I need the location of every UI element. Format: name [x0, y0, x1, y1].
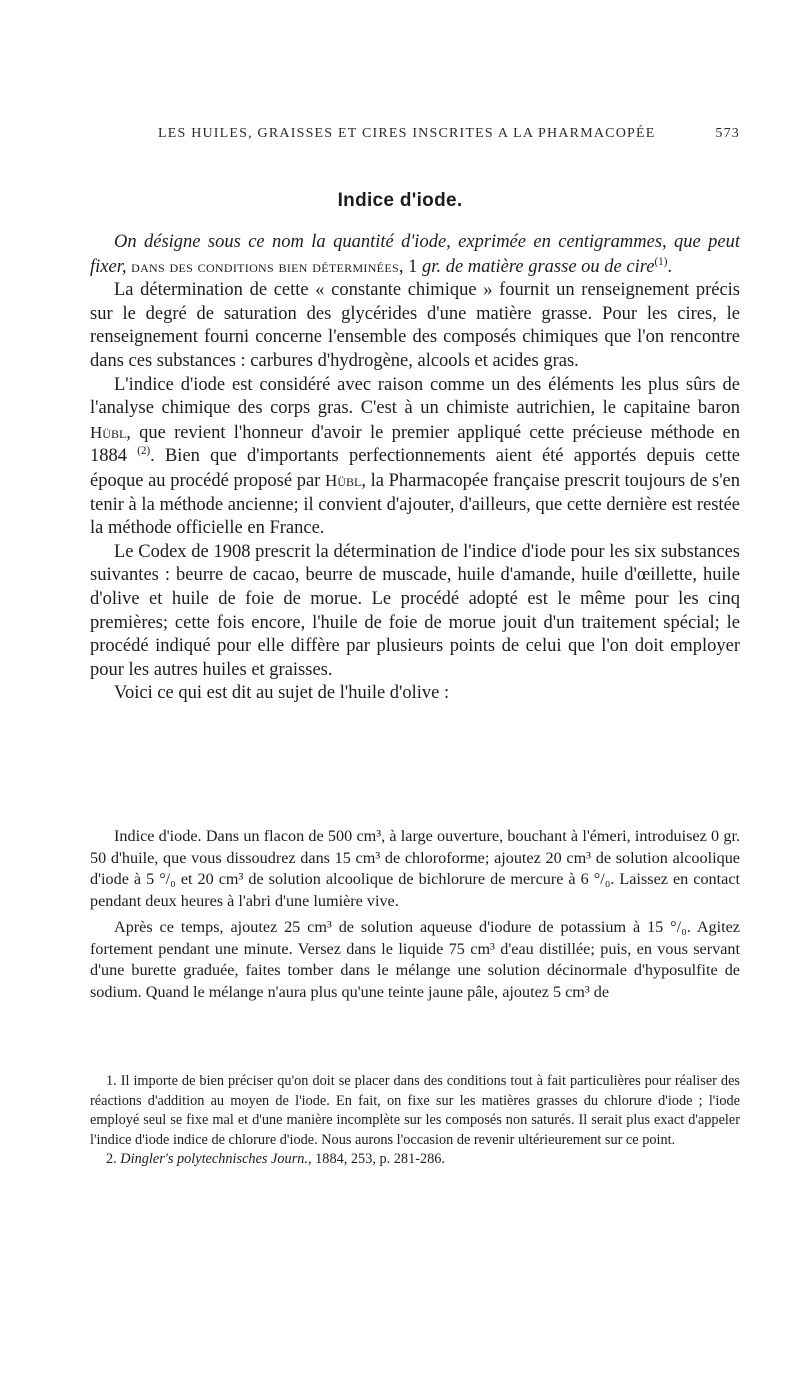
author-name: Hübl [325, 470, 362, 490]
running-head [158, 126, 740, 142]
paragraph-hubl [90, 374, 740, 541]
definition-subject: gr. de matière grasse ou de cire [422, 256, 655, 277]
footnote-1: 1. Il importe de bien préciser qu'on doit se placer dans des conditions tout à fait particulières pour réaliser des réactions d'addition au moyen de l'iode. En fait, on fixe sur les matières grasses du chlorure d'iode ; l'iode employé seul se fixe mal et d'une manière incomplète sur les composés non saturés. Il serait plus exact d'appeler l'indice d'iode indice de chlorure d'iode. Nous aurons l'occasion de revenir ultérieurement sur ce point. [90, 1073, 740, 1148]
quotation-paragraph: Après ce temps, ajoutez 25 cm³ de solution aqueuse d'iodure de potassium à 15 °/₀. Agitez fortement pendant une minute. Versez dans le liquide 75 cm³ d'eau distillée; puis, en vous servant d'une burette graduée, faites tomber dans le mélange une solution décinormale d'hyposulfite de sodium. Quand le mélange n'aura plus qu'une teinte jaune pâle, ajoutez 5 cm³ de [90, 918, 740, 1001]
footnotes [90, 1072, 740, 1170]
paragraph-constant: La détermination de cette « constante chimique » fournit un renseignement précis sur le degré de saturation des glycérides d'une matière grasse. Pour les cires, le renseignement fourni concerne l'ensemble des composés chimiques que l'on rencontre dans ces substances : carbures d'hydrogène, alcools et acides gras. [90, 280, 740, 371]
quotation-paragraph: Indice d'iode. Dans un flacon de 500 cm³, à large ouverture, bouchant à l'émeri, introduisez 0 gr. 50 d'huile, que vous dissoudrez dans 15 cm³ de chloroforme; ajoutez 20 cm³ de solution alcoolique d'iode à 5 °/₀ et 20 cm³ de solution alcoolique de bichlorure de mercure à 6 °/₀. Laissez en contact pendant deux heures à l'abri d'une lumière vive. [90, 827, 740, 910]
paragraph-olive-intro: Voici ce qui est dit au sujet de l'huile d'olive : [114, 683, 450, 704]
hubl-text-3: . Bien que d'importants perfectionnements aient été apportés depuis cette époque au procédé proposé par [90, 446, 740, 491]
definition-amount: , 1 [398, 256, 423, 277]
footnote-2-journal: Dingler's polytechnisches Journ. [120, 1151, 308, 1168]
running-head-title: LES HUILES, GRAISSES ET CIRES INSCRITES A LA PHARMACOPÉE [158, 126, 656, 141]
page-number: 573 [715, 126, 740, 141]
author-name: Hübl [90, 422, 127, 442]
main-text [90, 231, 740, 706]
definition-smallcaps: dans des conditions bien déterminées [131, 256, 399, 276]
hubl-text-4: , la Pharmacopée française prescrit toujours de s'en tenir à la méthode ancienne; il convient d'ajouter, d'ailleurs, que cette dernière est restée la méthode officielle en France. [90, 470, 740, 539]
hubl-text-2: , que revient l'honneur d'avoir le premier appliqué cette précieuse méthode en 1884 [90, 422, 740, 467]
footnote-ref-2: (2) [137, 445, 151, 458]
footnote-ref-1: (1) [654, 255, 668, 268]
definition-text: On désigne sous ce nom la quantité d'iode, exprimée en centigrammes, que peut fixer, [90, 232, 740, 277]
footnote-2-label: 2. [106, 1151, 121, 1168]
hubl-text-1: L'indice d'iode est considéré avec raison comme un des éléments les plus sûrs de l'analyse chimique des corps gras. C'est à un chimiste autrichien, le capitaine baron [90, 374, 740, 419]
section-title: Indice d'iode. [337, 190, 463, 211]
footnote-2-citation: , 1884, 253, p. 281-286. [308, 1151, 446, 1168]
paragraph-codex: Le Codex de 1908 prescrit la détermination de l'indice d'iode pour les six substances suivantes : beurre de cacao, beurre de muscade, huile d'amande, huile d'œillette, huile d'olive et huile de foie de morue. Le procédé adopté est le même pour les cinq premières; cette fois encore, l'huile de foie de morue jouit d'un traitement spécial; le procédé indiqué pour elle diffère par plusieurs points de celui que l'on doit employer pour les autres huiles et graisses. [90, 541, 740, 680]
definition-end: . [667, 256, 673, 277]
definition-paragraph [90, 231, 740, 279]
footnote-2 [90, 1150, 740, 1170]
codex-quotation [90, 826, 740, 1003]
